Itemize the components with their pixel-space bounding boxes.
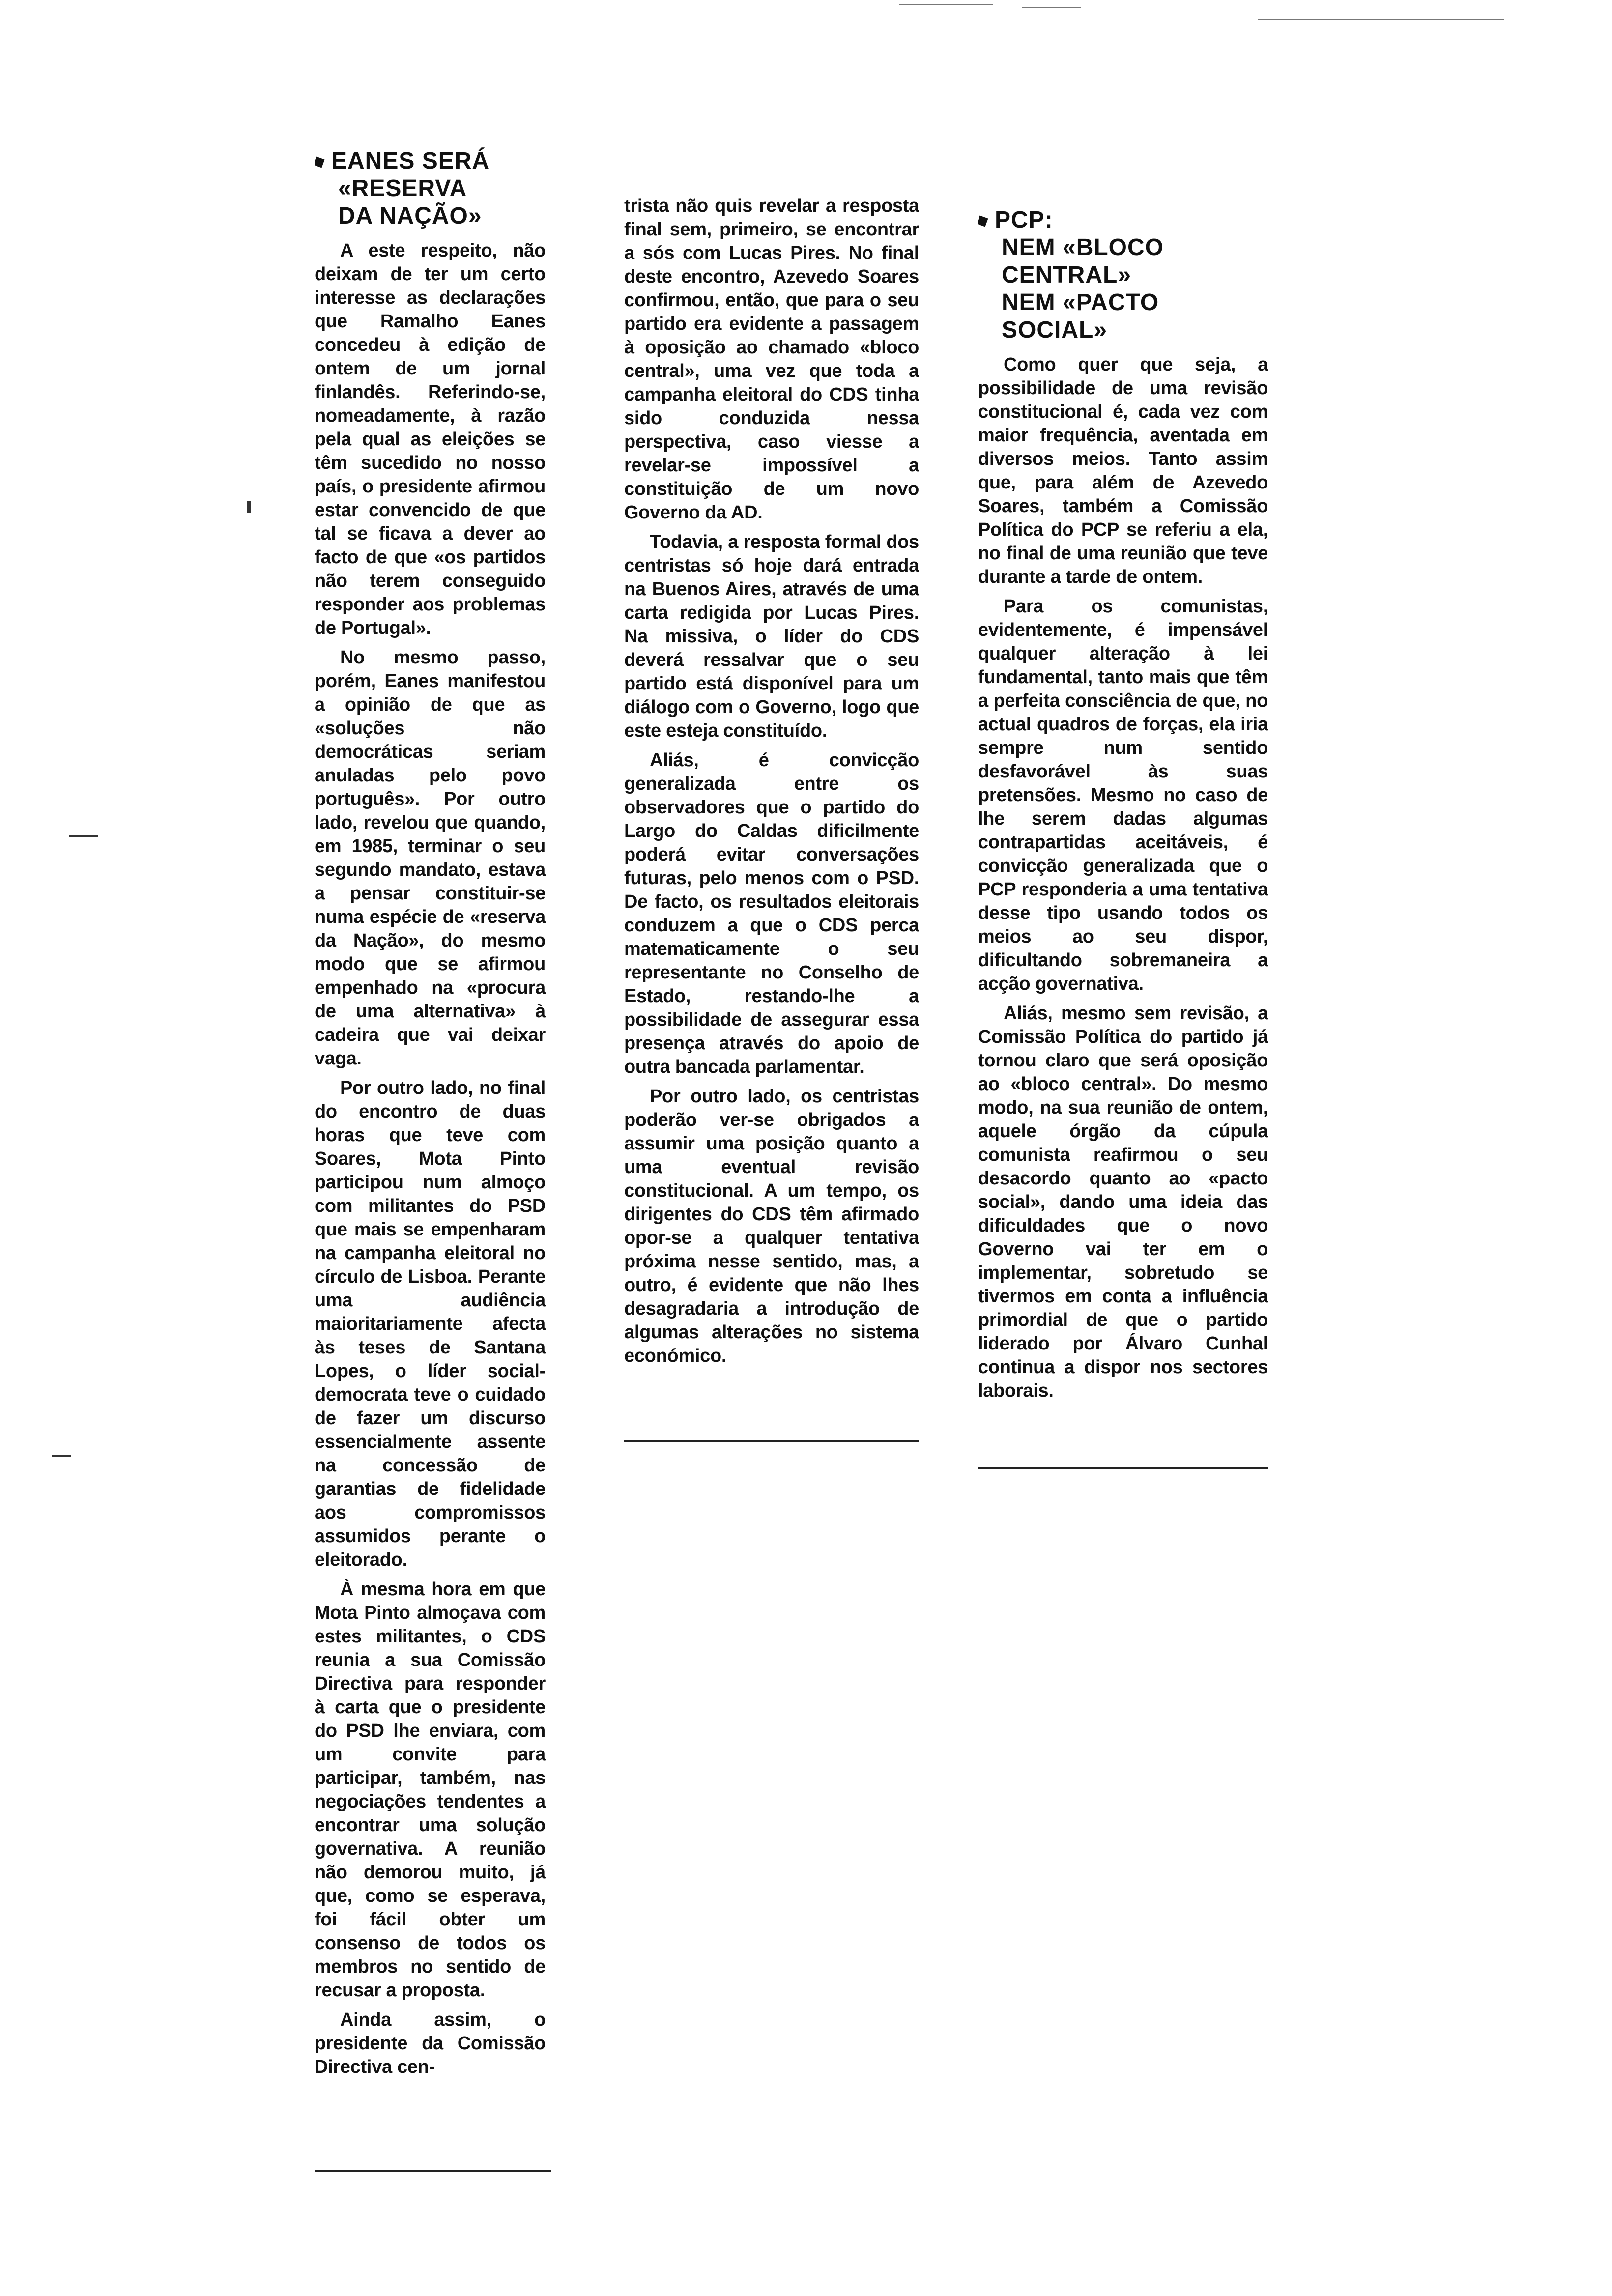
article-column-3 bbox=[978, 206, 1268, 1469]
article-column-2 bbox=[624, 194, 919, 1442]
paragraph: Aliás, mesmo sem revisão, a Comissão Política do partido já tornou claro que será oposição ao «bloco central». Do mesmo modo, na sua reunião de ontem, aquele órgão da cúpula comunista reafirmou o seu desacordo quanto ao «pacto social», dando uma ideia das dificuldades que o novo Governo vai ter em o implementar, sobretudo se tivermos em conta a influência primordial de que o partido liderado por Álvaro Cunhal continua a dispor nos sectores laborais. bbox=[978, 1003, 1268, 1401]
paragraph: Como quer que seja, a possibilidade de uma revisão constitucional é, cada vez com maior frequência, aventada em diversos meios. Tanto assim que, para além de Azevedo Soares, também a Comissão Política do PCP se referiu a ela, no final de uma reunião que teve durante a tarde de ontem. bbox=[978, 354, 1268, 587]
scan-mark bbox=[69, 835, 98, 837]
headline-line: NEM «PACTO bbox=[1002, 289, 1159, 316]
bullet-icon bbox=[978, 216, 988, 227]
scan-edge-line bbox=[899, 4, 993, 5]
paragraph: Para os comunistas, evidentemente, é impensável qualquer alteração à lei fundamental, tanto mais que têm a perfeita consciência de que, no actual quadros de forças, ela iria sempre num sentido desfavorável às suas pretensões. Mesmo no caso de lhe serem dadas algumas contrapartidas aceitáveis, é convicção generalizada que o PCP responderia a uma tentativa desse tipo usando todos os meios ao seu dispor, dificultando sobremaneira a acção governativa. bbox=[978, 596, 1268, 994]
headline-line: «RESERVA bbox=[338, 175, 467, 201]
headline-eanes bbox=[315, 147, 546, 230]
headline-line: DA NAÇÃO» bbox=[338, 203, 482, 229]
clipping-cut-edge bbox=[624, 1440, 919, 1442]
headline-pcp bbox=[978, 206, 1268, 344]
scan-edge-line bbox=[1022, 7, 1081, 8]
paragraph: Aliás, é convicção generalizada entre os observadores que o partido do Largo do Caldas dificilmente poderá evitar conversações futuras, pelo menos com o PSD. De facto, os resultados eleitorais conduzem a que o CDS perca matematicamente o seu representante no Conselho de Estado, restando-lhe a possibilidade de assegurar essa presença através do apoio de outra bancada parlamentar. bbox=[624, 750, 919, 1077]
scan-mark bbox=[52, 1455, 71, 1457]
paragraph: Por outro lado, os centristas poderão ver-se obrigados a assumir uma posição quanto a uma eventual revisão constitucional. A um tempo, os dirigentes do CDS têm afirmado opor-se a qualquer tentativa próxima nesse sentido, mas, a outro, é evidente que não lhes desagradaria a introdução de algumas alterações no sistema económico. bbox=[624, 1086, 919, 1366]
headline-line: EANES SERÁ bbox=[331, 148, 490, 174]
headline-line: SOCIAL» bbox=[1002, 317, 1108, 343]
clipping-cut-edge bbox=[315, 2170, 551, 2172]
paragraph: Ainda assim, o presidente da Comissão Directiva cen- bbox=[315, 2009, 546, 2077]
bullet-icon bbox=[315, 157, 325, 168]
paragraph: À mesma hora em que Mota Pinto almoçava com estes militantes, o CDS reunia a sua Comissão Directiva para responder à carta que o presidente do PSD lhe enviara, com um convite para participar, também, nas negociações tendentes a encontrar uma solução governativa. A reunião não demorou muito, já que, como se esperava, foi fácil obter um consenso de todos os membros no sentido de recusar a proposta. bbox=[315, 1579, 546, 2001]
paragraph: A este respeito, não deixam de ter um certo interesse as declarações que Ramalho Eanes concedeu à edição de ontem de um jornal finlandês. Referindo-se, nomeadamente, à razão pela qual as eleições se têm sucedido no nosso país, o presidente afirmou estar convencido de que tal se ficava a dever ao facto de que «os partidos não terem conseguido responder aos problemas de Portugal». bbox=[315, 240, 546, 638]
headline-line: PCP: bbox=[995, 207, 1053, 233]
paragraph: Por outro lado, no final do encontro de duas horas que teve com Soares, Mota Pinto participou num almoço com militantes do PSD que mais se empenharam na campanha eleitoral no círculo de Lisboa. Perante uma audiência maioritariamente afecta às teses de Santana Lopes, o líder social-democrata teve o cuidado de fazer um discurso essencialmente assente na concessão de garantias de fidelidade aos compromissos assumidos perante o eleitorado. bbox=[315, 1078, 546, 1570]
article-column-1 bbox=[315, 147, 551, 2172]
headline-line: NEM «BLOCO bbox=[1002, 234, 1164, 260]
paragraph: trista não quis revelar a resposta final sem, primeiro, se encontrar a sós com Lucas Pires. No final deste encontro, Azevedo Soares confirmou, então, que para o seu partido era evidente a passagem à oposição ao chamado «bloco central», uma vez que toda a campanha eleitoral do CDS tinha sido conduzida nessa perspectiva, caso viesse a revelar-se impossível a constituição de um novo Governo da AD. bbox=[624, 196, 919, 523]
scan-mark bbox=[247, 501, 251, 513]
paragraph: Todavia, a resposta formal dos centristas só hoje dará entrada na Buenos Aires, através de uma carta redigida por Lucas Pires. Na missiva, o líder do CDS deverá ressalvar que o seu partido está disponível para um diálogo com o Governo, logo que este esteja constituído. bbox=[624, 532, 919, 741]
scan-edge-line bbox=[1258, 19, 1504, 20]
headline-line: CENTRAL» bbox=[1002, 262, 1132, 288]
paragraph: No mesmo passo, porém, Eanes manifestou a opinião de que as «soluções não democráticas seriam anuladas pelo povo português». Por outro lado, revelou que quando, em 1985, terminar o seu segundo mandato, estava a pensar constituir-se numa espécie de «reserva da Nação», do mesmo modo que se afirmou empenhado na «procura de uma alternativa» à cadeira que vai deixar vaga. bbox=[315, 647, 546, 1069]
clipping-cut-edge bbox=[978, 1467, 1268, 1469]
